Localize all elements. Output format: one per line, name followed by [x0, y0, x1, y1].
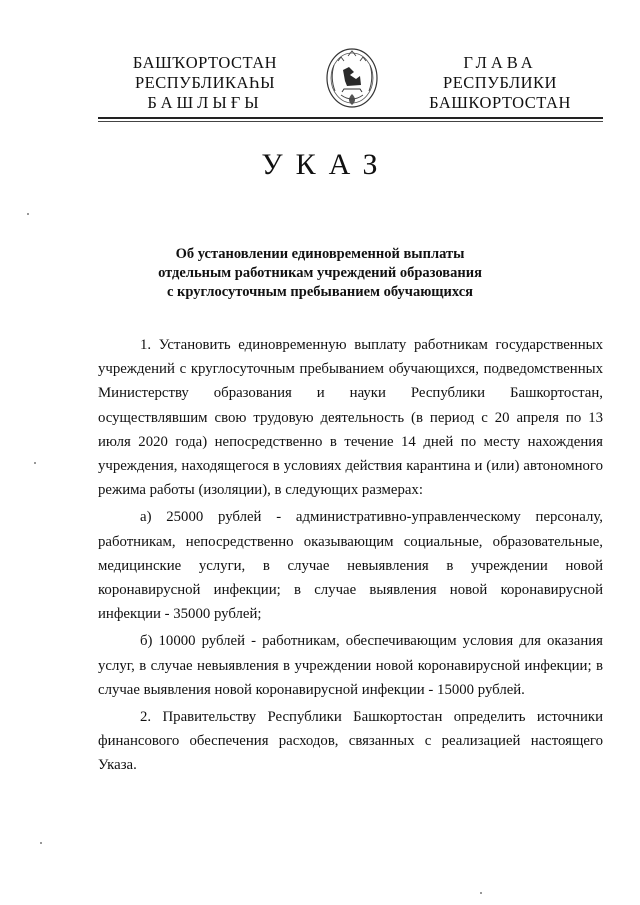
- document-type: УКАЗ: [261, 148, 391, 181]
- scan-speck: [34, 462, 36, 464]
- scan-speck: [480, 892, 482, 894]
- paragraph-2: 2. Правительству Республики Башкортостан определить источники финансового обеспечения расходов, связанных с реализацией настоящего Указа.: [98, 709, 603, 774]
- header-right-line-3: БАШКОРТОСТАН: [429, 93, 571, 112]
- paragraph-1b: б) 10000 рублей - работникам, обеспечивающим условия для оказания услуг, в случае невыявления в учреждении новой коронавирусной инфекции; в случае выявления новой коронавирусной инфекции - 15000 рублей.: [98, 633, 603, 698]
- paragraph-1a: а) 25000 рублей - административно-управленческому персоналу, работникам, непосредственно оказывающим социальные, образовательные, медицинские услуги, в случае невыявления в учреждении новой коронавирусной инфекции; в случае выявления новой коронавирусной инфекции - 35000 рублей;: [98, 509, 603, 623]
- header-left-block: [120, 53, 290, 113]
- coat-of-arms-emblem: [324, 45, 380, 109]
- header-divider-thick: [98, 117, 603, 119]
- header-left-line-1: БАШҠОРТОСТАН: [132, 53, 278, 72]
- document-title: [100, 245, 540, 302]
- paragraph-1: 1. Установить единовременную выплату работникам государственных учреждений с круглосуточным пребыванием обучающихся, подведомственных Министерству образования и науки Республики Башкортостан, осуществлявшим свою трудовую деятельность (в период с 20 апреля по 13 июля 2020 года) непосредственно в течение 14 дней по месту нахождения учреждения, находящегося в условиях действия карантина и (или) автономного режима работы (изоляции), в следующих размерах:: [98, 337, 603, 499]
- scan-speck: [40, 842, 42, 844]
- title-line-3: с круглосуточным пребыванием обучающихся: [167, 284, 473, 300]
- title-line-1: Об установлении единовременной выплаты: [175, 246, 465, 262]
- header-right-line-2: РЕСПУБЛИКИ: [443, 73, 557, 92]
- header-right-line-1: ГЛАВА: [463, 53, 537, 72]
- header-left-line-3: БАШЛЫҒЫ: [147, 93, 263, 112]
- header-divider-thin: [98, 121, 603, 122]
- header-left-line-2: РЕСПУБЛИКАҺЫ: [134, 73, 276, 92]
- header-right-block: [420, 53, 580, 113]
- scan-speck: [27, 213, 29, 215]
- document-body: [98, 333, 603, 778]
- title-line-2: отдельным работникам учреждений образования: [158, 265, 482, 281]
